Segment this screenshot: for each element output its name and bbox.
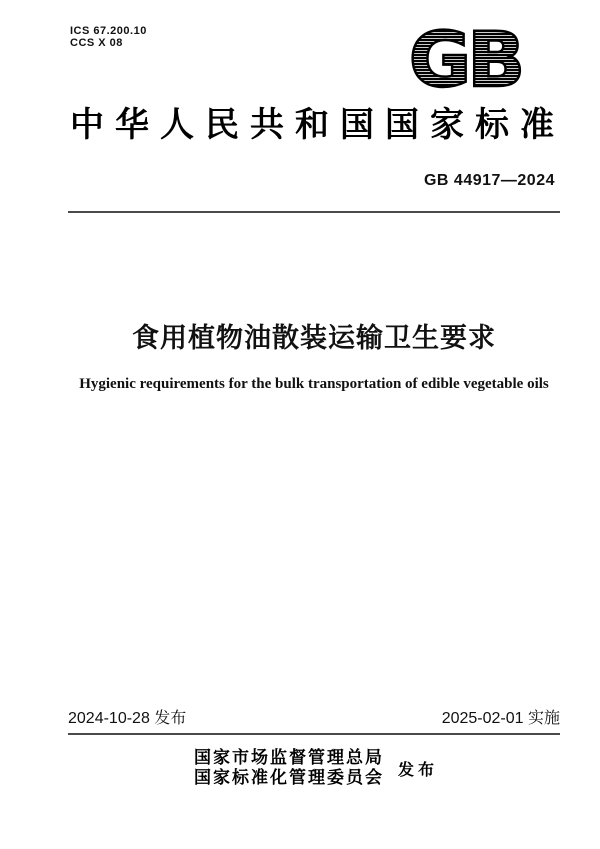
standard-number: GB 44917—2024 bbox=[423, 172, 555, 189]
publish-label: 发 布 bbox=[397, 761, 434, 779]
classification-codes bbox=[70, 25, 147, 49]
publisher-names bbox=[194, 748, 384, 788]
implementation-date: 2025-02-01 实施 bbox=[441, 710, 560, 727]
ccs-code: CCS X 08 bbox=[70, 37, 123, 49]
gb-logo bbox=[406, 22, 524, 94]
dates-row bbox=[68, 709, 560, 735]
ics-code: ICS 67.200.10 bbox=[70, 25, 147, 37]
standard-header-title: 中华人民共和国国家标准 bbox=[70, 107, 565, 144]
document-title-english: Hygienic requirements for the bulk transportation of edible vegetable oils bbox=[79, 376, 549, 392]
publisher-line-2: 国家标准化管理委员会 bbox=[193, 768, 384, 787]
publisher-line-1: 国家市场监督管理总局 bbox=[193, 748, 384, 767]
header-divider bbox=[68, 211, 560, 213]
gb-logo-text: GB bbox=[408, 22, 522, 94]
issue-date: 2024-10-28 发布 bbox=[68, 710, 187, 727]
document-title-chinese: 食用植物油散装运输卫生要求 bbox=[132, 323, 496, 353]
publisher-block bbox=[68, 748, 560, 788]
